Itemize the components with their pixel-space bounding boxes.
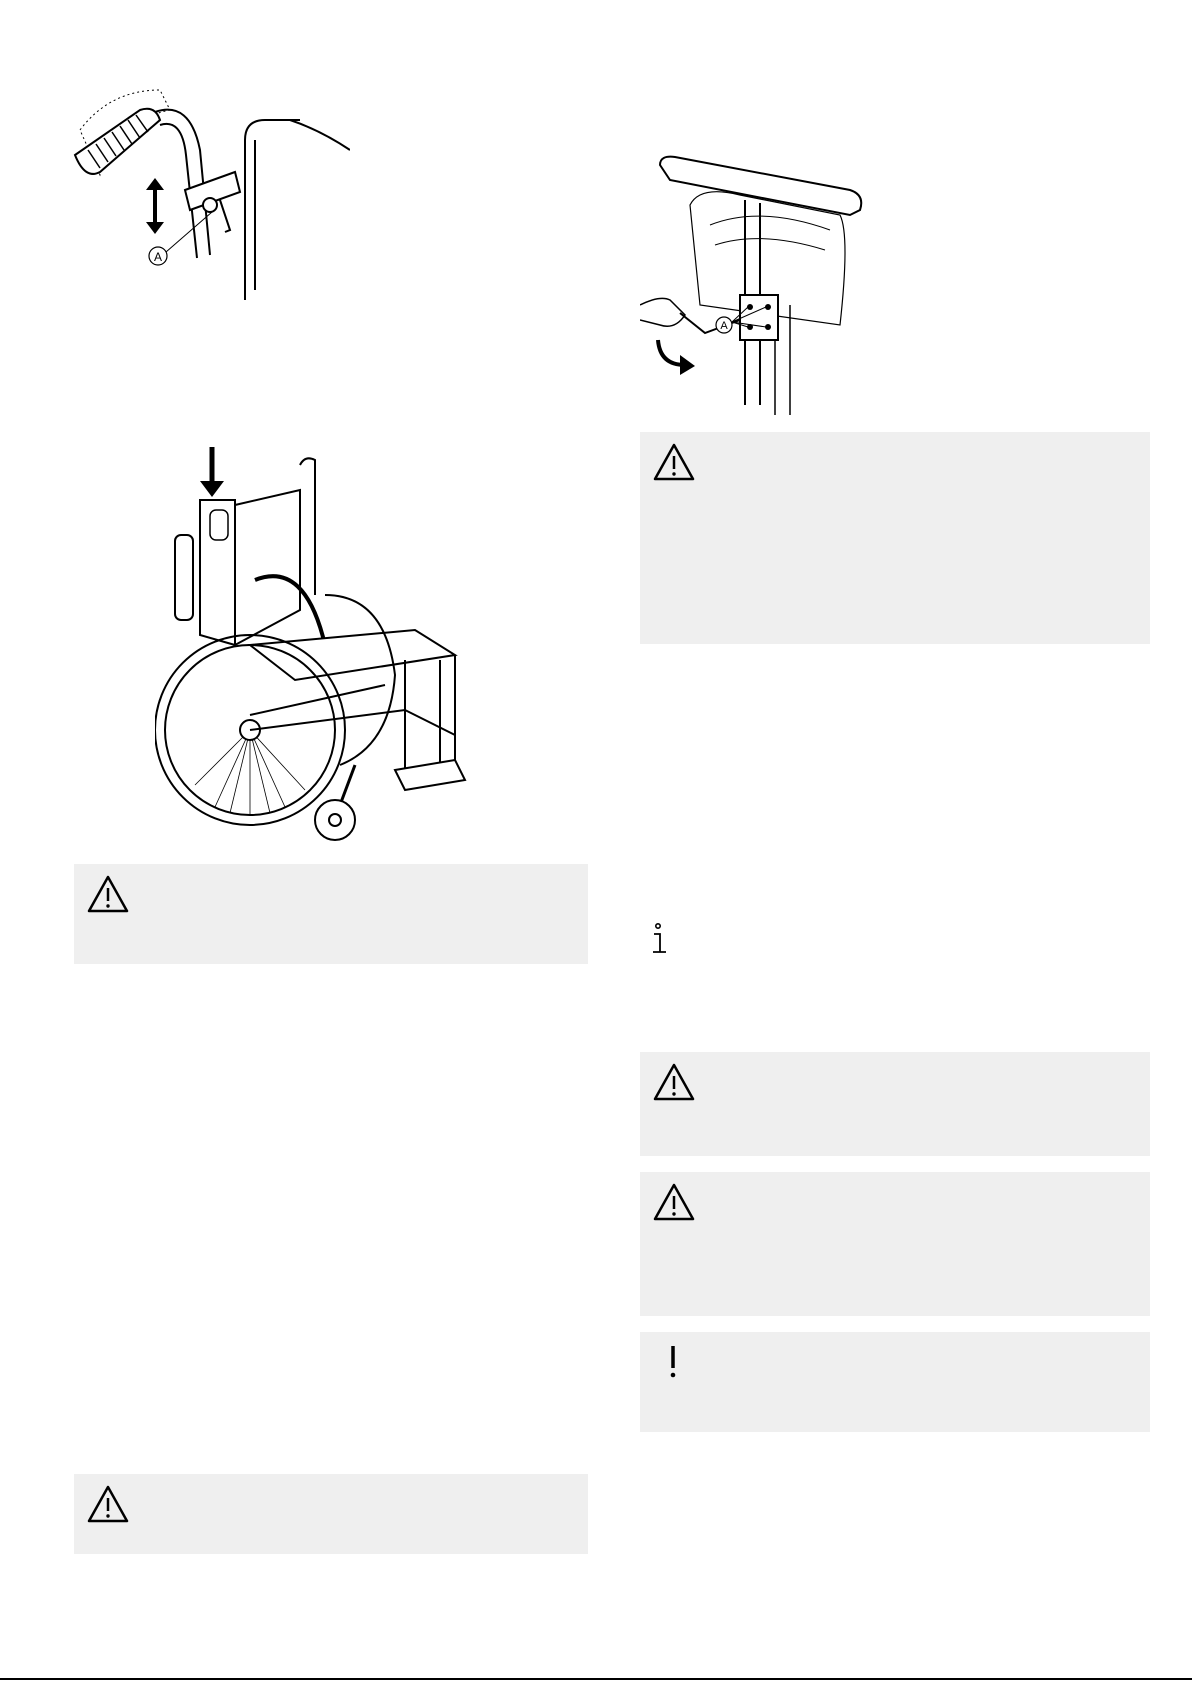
warning-box-2 xyxy=(640,1052,1150,1156)
figure-3-callout-a: A xyxy=(720,320,728,332)
warning-box-5 xyxy=(74,1474,588,1554)
important-box xyxy=(640,1332,1150,1432)
armrest-height-adjustment-icon xyxy=(640,155,880,415)
armrest-height-figure xyxy=(640,155,880,415)
exclamation-mark-icon xyxy=(666,1344,680,1380)
footer-rule xyxy=(0,1678,1192,1680)
warning-box-4 xyxy=(74,864,588,964)
warning-triangle-icon xyxy=(86,874,130,914)
warning-triangle-icon xyxy=(652,1182,696,1222)
warning-box-1 xyxy=(640,432,1150,644)
folding-backrest-wheelchair-icon xyxy=(155,445,500,845)
push-handle-adjustment-figure xyxy=(60,80,350,300)
info-icon xyxy=(648,922,670,956)
warning-triangle-icon xyxy=(652,442,696,482)
warning-triangle-icon xyxy=(652,1062,696,1102)
folding-backrest-figure xyxy=(155,445,500,845)
warning-triangle-icon xyxy=(86,1484,130,1524)
warning-box-3 xyxy=(640,1172,1150,1316)
push-handle-adjustment-icon xyxy=(60,80,350,300)
figure-1-callout-a: A xyxy=(153,250,163,264)
